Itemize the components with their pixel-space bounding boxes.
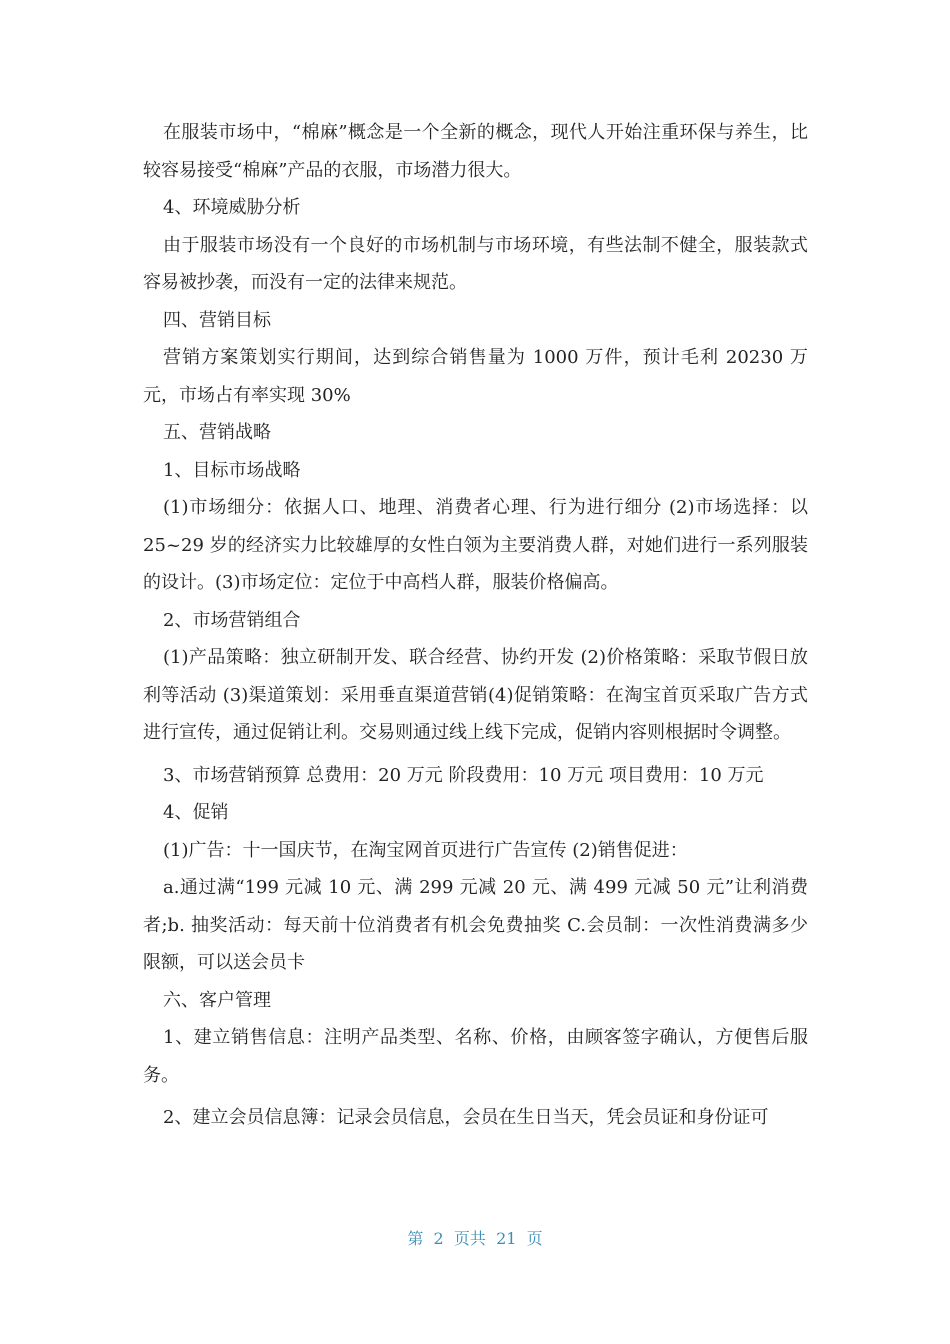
paragraph-9: 2、建立会员信息簿：记录会员信息，会员在生日当天，凭会员证和身份证可 xyxy=(163,1107,769,1128)
paragraph-3: 营销方案策划实行期间，达到综合销售量为 1000 万件，预计毛利 20230 万元，市场占有率实现 30% xyxy=(143,347,808,406)
heading-env-threat: 4、环境威胁分析 xyxy=(163,197,301,218)
heading-target-market: 1、目标市场战略 xyxy=(163,459,301,481)
paragraph-1: 在服装市场中，“棉麻”概念是一个全新的概念，现代人开始注重环保与养生，比较容易接受“棉麻”产品的衣服，市场潜力很大。 xyxy=(143,122,808,181)
heading-marketing-mix: 2、市场营销组合 xyxy=(163,609,301,631)
paragraph-7: a.通过满“199 元减 10 元、满 299 元减 20 元、满 499 元减 50 元”让利消费者;b. 抽奖活动：每天前十位消费者有机会免费抽奖 C.会员制：一次性消费满多少限额，可以送会员卡 xyxy=(143,877,808,973)
heading-marketing-strategy: 五、营销战略 xyxy=(163,422,271,443)
paragraph-4: (1)市场细分：依据人口、地理、消费者心理、行为进行细分 (2)市场选择：以 25~29 岁的经济实力比较雄厚的女性白领为主要消费人群，对她们进行一系列服装的设计。(3)市场定位：定位于中高档人群，服装价格偏高。 xyxy=(143,497,808,593)
paragraph-5: (1)产品策略：独立研制开发、联合经营、协约开发 (2)价格策略：采取节假日放利等活动 (3)渠道策划：采用垂直渠道营销(4)促销策略：在淘宝首页采取广告方式进行宣传，通过促销让利。交易则通过线上线下完成，促销内容则根据时令调整。 xyxy=(143,647,808,743)
paragraph-2: 由于服装市场没有一个良好的市场机制与市场环境，有些法制不健全，服装款式容易被抄袭，而没有一定的法律来规范。 xyxy=(143,234,808,293)
paragraph-6: (1)广告：十一国庆节，在淘宝网首页进行广告宣传 (2)销售促进： xyxy=(163,839,688,861)
page-number-footer: 第 2 页共 21 页 xyxy=(407,1229,543,1248)
heading-promotion: 4、促销 xyxy=(163,802,229,823)
document-body xyxy=(143,114,808,1137)
heading-customer-management: 六、客户管理 xyxy=(163,989,271,1011)
heading-marketing-goal: 四、营销目标 xyxy=(163,309,271,331)
paragraph-8: 1、建立销售信息：注明产品类型、名称、价格，由顾客签字确认，方便售后服务。 xyxy=(143,1027,808,1086)
paragraph-budget: 3、市场营销预算 总费用：20 万元 阶段费用：10 万元 项目费用：10 万元 xyxy=(163,764,764,786)
